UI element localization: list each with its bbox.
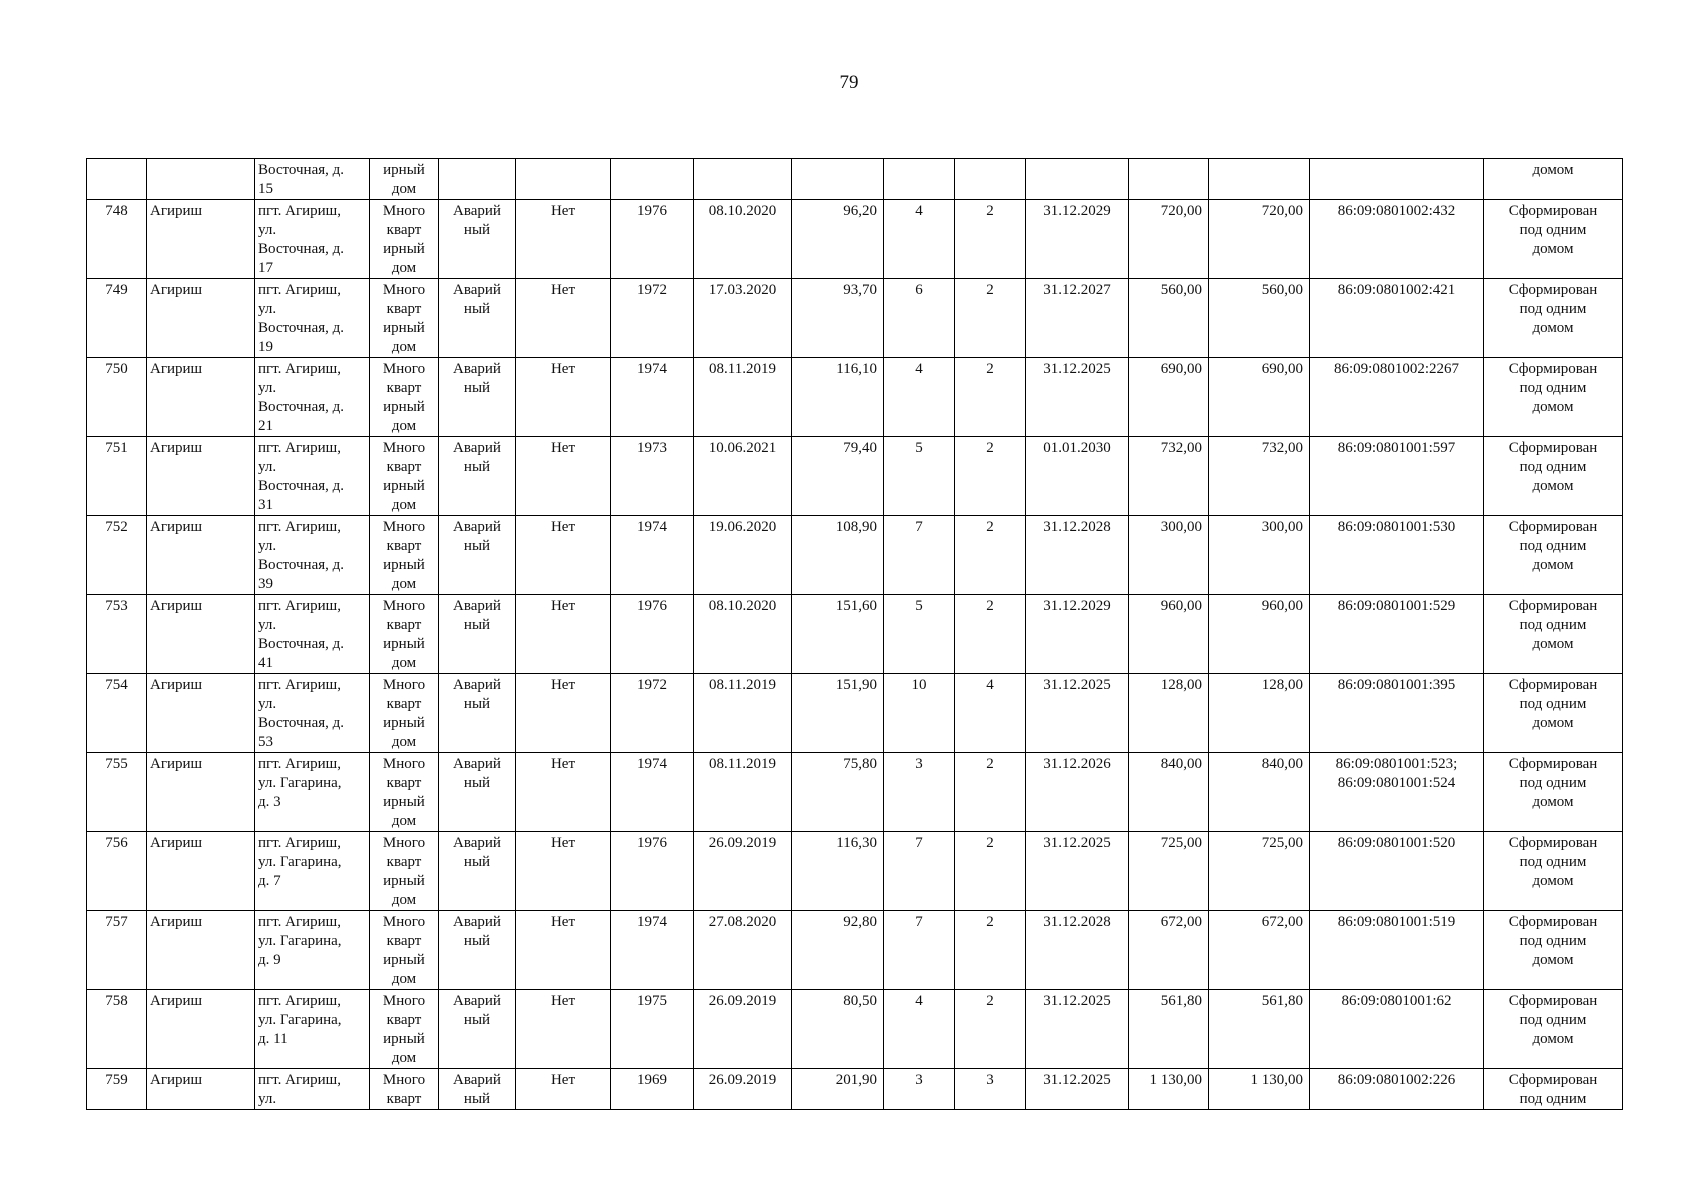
cell-year: 1972 bbox=[611, 674, 694, 753]
cell-deadline: 31.12.2029 bbox=[1026, 200, 1129, 279]
cell-n1: 5 bbox=[884, 595, 955, 674]
cell-v1: 720,00 bbox=[1129, 200, 1209, 279]
cell-n1: 7 bbox=[884, 911, 955, 990]
cell-n2: 4 bbox=[955, 674, 1026, 753]
cell-area: 201,90 bbox=[792, 1069, 884, 1110]
cell-settlement: Агириш bbox=[147, 753, 255, 832]
cell-flag: Нет bbox=[516, 911, 611, 990]
cell-address: пгт. Агириш, ул. Восточная, д. 19 bbox=[255, 279, 370, 358]
cell-date bbox=[694, 159, 792, 200]
cell-note: Сформирован под одним bbox=[1484, 1069, 1623, 1110]
cell-settlement: Агириш bbox=[147, 358, 255, 437]
cell-v2: 720,00 bbox=[1209, 200, 1310, 279]
cell-year: 1974 bbox=[611, 358, 694, 437]
cell-note: Сформирован под одним домом bbox=[1484, 200, 1623, 279]
cell-v1: 960,00 bbox=[1129, 595, 1209, 674]
cell-note: Сформирован под одним домом bbox=[1484, 437, 1623, 516]
cell-v1: 690,00 bbox=[1129, 358, 1209, 437]
cell-settlement: Агириш bbox=[147, 911, 255, 990]
cell-n2: 2 bbox=[955, 279, 1026, 358]
cell-address: пгт. Агириш, ул. Восточная, д. 17 bbox=[255, 200, 370, 279]
cell-type: Много кварт ирный дом bbox=[370, 516, 439, 595]
cell-deadline: 31.12.2028 bbox=[1026, 516, 1129, 595]
cell-num: 759 bbox=[87, 1069, 147, 1110]
table-row bbox=[87, 358, 1623, 437]
cell-area: 151,60 bbox=[792, 595, 884, 674]
cell-address: пгт. Агириш, ул. Гагарина, д. 3 bbox=[255, 753, 370, 832]
cell-area: 79,40 bbox=[792, 437, 884, 516]
cell-cadastral: 86:09:0801001:62 bbox=[1310, 990, 1484, 1069]
cell-flag: Нет bbox=[516, 595, 611, 674]
cell-v1 bbox=[1129, 159, 1209, 200]
cell-flag: Нет bbox=[516, 516, 611, 595]
cell-year: 1974 bbox=[611, 753, 694, 832]
table-row bbox=[87, 1069, 1623, 1110]
cell-date: 10.06.2021 bbox=[694, 437, 792, 516]
cell-note: Сформирован под одним домом bbox=[1484, 674, 1623, 753]
table-row bbox=[87, 911, 1623, 990]
cell-type: Много кварт ирный дом bbox=[370, 279, 439, 358]
cell-date: 08.11.2019 bbox=[694, 753, 792, 832]
cell-area: 92,80 bbox=[792, 911, 884, 990]
cell-type: Много кварт ирный дом bbox=[370, 674, 439, 753]
cell-n2: 2 bbox=[955, 437, 1026, 516]
cell-date: 08.10.2020 bbox=[694, 200, 792, 279]
cell-year: 1976 bbox=[611, 595, 694, 674]
cell-deadline: 31.12.2027 bbox=[1026, 279, 1129, 358]
cell-num: 748 bbox=[87, 200, 147, 279]
cell-year: 1976 bbox=[611, 832, 694, 911]
cell-type: Много кварт bbox=[370, 1069, 439, 1110]
cell-v2: 732,00 bbox=[1209, 437, 1310, 516]
cell-settlement: Агириш bbox=[147, 516, 255, 595]
cell-year: 1974 bbox=[611, 516, 694, 595]
cell-num: 753 bbox=[87, 595, 147, 674]
cell-area: 75,80 bbox=[792, 753, 884, 832]
cell-address: пгт. Агириш, ул. Гагарина, д. 9 bbox=[255, 911, 370, 990]
cell-deadline: 31.12.2025 bbox=[1026, 358, 1129, 437]
cell-n2: 2 bbox=[955, 832, 1026, 911]
cell-type: Много кварт ирный дом bbox=[370, 832, 439, 911]
cell-state: Аварий ный bbox=[439, 358, 516, 437]
cell-year: 1969 bbox=[611, 1069, 694, 1110]
cell-n1: 6 bbox=[884, 279, 955, 358]
cell-cadastral: 86:09:0801001:395 bbox=[1310, 674, 1484, 753]
cell-settlement: Агириш bbox=[147, 200, 255, 279]
cell-type: Много кварт ирный дом bbox=[370, 358, 439, 437]
cell-date: 26.09.2019 bbox=[694, 1069, 792, 1110]
table-row bbox=[87, 279, 1623, 358]
cell-n1: 7 bbox=[884, 832, 955, 911]
cell-v2 bbox=[1209, 159, 1310, 200]
cell-flag: Нет bbox=[516, 832, 611, 911]
cell-flag: Нет bbox=[516, 1069, 611, 1110]
cell-n2: 3 bbox=[955, 1069, 1026, 1110]
cell-flag: Нет bbox=[516, 358, 611, 437]
cell-deadline: 31.12.2028 bbox=[1026, 911, 1129, 990]
cell-flag bbox=[516, 159, 611, 200]
cell-cadastral: 86:09:0801002:421 bbox=[1310, 279, 1484, 358]
cell-settlement: Агириш bbox=[147, 1069, 255, 1110]
cell-settlement: Агириш bbox=[147, 832, 255, 911]
cell-state: Аварий ный bbox=[439, 832, 516, 911]
cell-cadastral: 86:09:0801001:520 bbox=[1310, 832, 1484, 911]
cell-v1: 560,00 bbox=[1129, 279, 1209, 358]
cell-n1: 3 bbox=[884, 1069, 955, 1110]
cell-v1: 672,00 bbox=[1129, 911, 1209, 990]
cell-area: 116,30 bbox=[792, 832, 884, 911]
cell-n2: 2 bbox=[955, 911, 1026, 990]
cell-state: Аварий ный bbox=[439, 1069, 516, 1110]
cell-type: ирный дом bbox=[370, 159, 439, 200]
cell-year: 1973 bbox=[611, 437, 694, 516]
cell-type: Много кварт ирный дом bbox=[370, 595, 439, 674]
cell-year: 1975 bbox=[611, 990, 694, 1069]
cell-deadline: 31.12.2029 bbox=[1026, 595, 1129, 674]
cell-type: Много кварт ирный дом bbox=[370, 437, 439, 516]
cell-v2: 560,00 bbox=[1209, 279, 1310, 358]
cell-date: 08.10.2020 bbox=[694, 595, 792, 674]
cell-address: пгт. Агириш, ул. Восточная, д. 31 bbox=[255, 437, 370, 516]
cell-v1: 300,00 bbox=[1129, 516, 1209, 595]
cell-date: 17.03.2020 bbox=[694, 279, 792, 358]
cell-n2: 2 bbox=[955, 516, 1026, 595]
cell-date: 27.08.2020 bbox=[694, 911, 792, 990]
cell-flag: Нет bbox=[516, 990, 611, 1069]
cell-cadastral: 86:09:0801002:432 bbox=[1310, 200, 1484, 279]
cell-area: 151,90 bbox=[792, 674, 884, 753]
cell-v2: 960,00 bbox=[1209, 595, 1310, 674]
cell-num: 757 bbox=[87, 911, 147, 990]
table-row bbox=[87, 595, 1623, 674]
cell-address: пгт. Агириш, ул. Восточная, д. 21 bbox=[255, 358, 370, 437]
cell-n2 bbox=[955, 159, 1026, 200]
cell-n1: 7 bbox=[884, 516, 955, 595]
table-row bbox=[87, 753, 1623, 832]
cell-state: Аварий ный bbox=[439, 516, 516, 595]
cell-n1: 5 bbox=[884, 437, 955, 516]
cell-deadline bbox=[1026, 159, 1129, 200]
cell-deadline: 31.12.2025 bbox=[1026, 990, 1129, 1069]
cell-num: 751 bbox=[87, 437, 147, 516]
cell-note: Сформирован под одним домом bbox=[1484, 595, 1623, 674]
table-body bbox=[87, 159, 1623, 1110]
cell-flag: Нет bbox=[516, 437, 611, 516]
cell-v2: 300,00 bbox=[1209, 516, 1310, 595]
cell-num: 755 bbox=[87, 753, 147, 832]
cell-address: Восточная, д. 15 bbox=[255, 159, 370, 200]
cell-state: Аварий ный bbox=[439, 595, 516, 674]
cell-date: 19.06.2020 bbox=[694, 516, 792, 595]
cell-v2: 128,00 bbox=[1209, 674, 1310, 753]
table-row-continuation bbox=[87, 159, 1623, 200]
cell-num: 754 bbox=[87, 674, 147, 753]
cell-state bbox=[439, 159, 516, 200]
cell-num: 750 bbox=[87, 358, 147, 437]
cell-state: Аварий ный bbox=[439, 753, 516, 832]
cell-date: 26.09.2019 bbox=[694, 832, 792, 911]
cell-v2: 672,00 bbox=[1209, 911, 1310, 990]
table-row bbox=[87, 674, 1623, 753]
cell-cadastral bbox=[1310, 159, 1484, 200]
cell-num: 756 bbox=[87, 832, 147, 911]
cell-v1: 561,80 bbox=[1129, 990, 1209, 1069]
cell-n1: 3 bbox=[884, 753, 955, 832]
cell-v2: 561,80 bbox=[1209, 990, 1310, 1069]
cell-n2: 2 bbox=[955, 990, 1026, 1069]
cell-settlement: Агириш bbox=[147, 437, 255, 516]
cell-settlement: Агириш bbox=[147, 674, 255, 753]
cell-v1: 725,00 bbox=[1129, 832, 1209, 911]
cell-area: 116,10 bbox=[792, 358, 884, 437]
cell-year bbox=[611, 159, 694, 200]
cell-area: 96,20 bbox=[792, 200, 884, 279]
cell-area: 93,70 bbox=[792, 279, 884, 358]
cell-num: 758 bbox=[87, 990, 147, 1069]
cell-flag: Нет bbox=[516, 200, 611, 279]
cell-type: Много кварт ирный дом bbox=[370, 990, 439, 1069]
cell-flag: Нет bbox=[516, 753, 611, 832]
cell-n2: 2 bbox=[955, 358, 1026, 437]
cell-year: 1976 bbox=[611, 200, 694, 279]
cell-address: пгт. Агириш, ул. Гагарина, д. 11 bbox=[255, 990, 370, 1069]
cell-v1: 1 130,00 bbox=[1129, 1069, 1209, 1110]
cell-n1: 10 bbox=[884, 674, 955, 753]
cell-num bbox=[87, 159, 147, 200]
table-row bbox=[87, 516, 1623, 595]
cell-type: Много кварт ирный дом bbox=[370, 911, 439, 990]
cell-cadastral: 86:09:0801001:519 bbox=[1310, 911, 1484, 990]
cell-num: 752 bbox=[87, 516, 147, 595]
cell-cadastral: 86:09:0801001:529 bbox=[1310, 595, 1484, 674]
cell-note: Сформирован под одним домом bbox=[1484, 832, 1623, 911]
cell-v2: 725,00 bbox=[1209, 832, 1310, 911]
cell-settlement: Агириш bbox=[147, 279, 255, 358]
cell-deadline: 31.12.2025 bbox=[1026, 674, 1129, 753]
cell-cadastral: 86:09:0801002:2267 bbox=[1310, 358, 1484, 437]
cell-n2: 2 bbox=[955, 595, 1026, 674]
cell-address: пгт. Агириш, ул. bbox=[255, 1069, 370, 1110]
cell-state: Аварий ный bbox=[439, 674, 516, 753]
cell-num: 749 bbox=[87, 279, 147, 358]
cell-v2: 1 130,00 bbox=[1209, 1069, 1310, 1110]
cell-settlement: Агириш bbox=[147, 990, 255, 1069]
cell-v1: 732,00 bbox=[1129, 437, 1209, 516]
cell-note: Сформирован под одним домом bbox=[1484, 279, 1623, 358]
cell-flag: Нет bbox=[516, 279, 611, 358]
cell-cadastral: 86:09:0801001:523; 86:09:0801001:524 bbox=[1310, 753, 1484, 832]
cell-cadastral: 86:09:0801001:530 bbox=[1310, 516, 1484, 595]
cell-address: пгт. Агириш, ул. Гагарина, д. 7 bbox=[255, 832, 370, 911]
cell-settlement: Агириш bbox=[147, 595, 255, 674]
cell-date: 08.11.2019 bbox=[694, 358, 792, 437]
cell-deadline: 31.12.2025 bbox=[1026, 832, 1129, 911]
table-row bbox=[87, 832, 1623, 911]
cell-deadline: 31.12.2025 bbox=[1026, 1069, 1129, 1110]
cell-flag: Нет bbox=[516, 674, 611, 753]
cell-address: пгт. Агириш, ул. Восточная, д. 53 bbox=[255, 674, 370, 753]
cell-note: домом bbox=[1484, 159, 1623, 200]
cell-area: 108,90 bbox=[792, 516, 884, 595]
cell-date: 26.09.2019 bbox=[694, 990, 792, 1069]
cell-n1: 4 bbox=[884, 358, 955, 437]
cell-address: пгт. Агириш, ул. Восточная, д. 39 bbox=[255, 516, 370, 595]
cell-state: Аварий ный bbox=[439, 279, 516, 358]
cell-deadline: 31.12.2026 bbox=[1026, 753, 1129, 832]
cell-type: Много кварт ирный дом bbox=[370, 753, 439, 832]
cell-state: Аварий ный bbox=[439, 990, 516, 1069]
cell-address: пгт. Агириш, ул. Восточная, д. 41 bbox=[255, 595, 370, 674]
cell-v1: 840,00 bbox=[1129, 753, 1209, 832]
cell-state: Аварий ный bbox=[439, 911, 516, 990]
cell-n1: 4 bbox=[884, 200, 955, 279]
cell-cadastral: 86:09:0801001:597 bbox=[1310, 437, 1484, 516]
cell-area bbox=[792, 159, 884, 200]
cell-settlement bbox=[147, 159, 255, 200]
cell-n2: 2 bbox=[955, 200, 1026, 279]
cell-year: 1972 bbox=[611, 279, 694, 358]
cell-year: 1974 bbox=[611, 911, 694, 990]
table-row bbox=[87, 437, 1623, 516]
cell-area: 80,50 bbox=[792, 990, 884, 1069]
cell-v2: 840,00 bbox=[1209, 753, 1310, 832]
housing-registry-table bbox=[86, 158, 1623, 1110]
cell-state: Аварий ный bbox=[439, 200, 516, 279]
table-row bbox=[87, 990, 1623, 1069]
cell-note: Сформирован под одним домом bbox=[1484, 358, 1623, 437]
cell-date: 08.11.2019 bbox=[694, 674, 792, 753]
table-row bbox=[87, 200, 1623, 279]
cell-n2: 2 bbox=[955, 753, 1026, 832]
page-number: 79 bbox=[839, 72, 859, 93]
cell-v1: 128,00 bbox=[1129, 674, 1209, 753]
cell-v2: 690,00 bbox=[1209, 358, 1310, 437]
cell-n1 bbox=[884, 159, 955, 200]
cell-cadastral: 86:09:0801002:226 bbox=[1310, 1069, 1484, 1110]
cell-note: Сформирован под одним домом bbox=[1484, 911, 1623, 990]
cell-note: Сформирован под одним домом bbox=[1484, 516, 1623, 595]
cell-n1: 4 bbox=[884, 990, 955, 1069]
cell-state: Аварий ный bbox=[439, 437, 516, 516]
cell-deadline: 01.01.2030 bbox=[1026, 437, 1129, 516]
cell-note: Сформирован под одним домом bbox=[1484, 990, 1623, 1069]
cell-type: Много кварт ирный дом bbox=[370, 200, 439, 279]
cell-note: Сформирован под одним домом bbox=[1484, 753, 1623, 832]
